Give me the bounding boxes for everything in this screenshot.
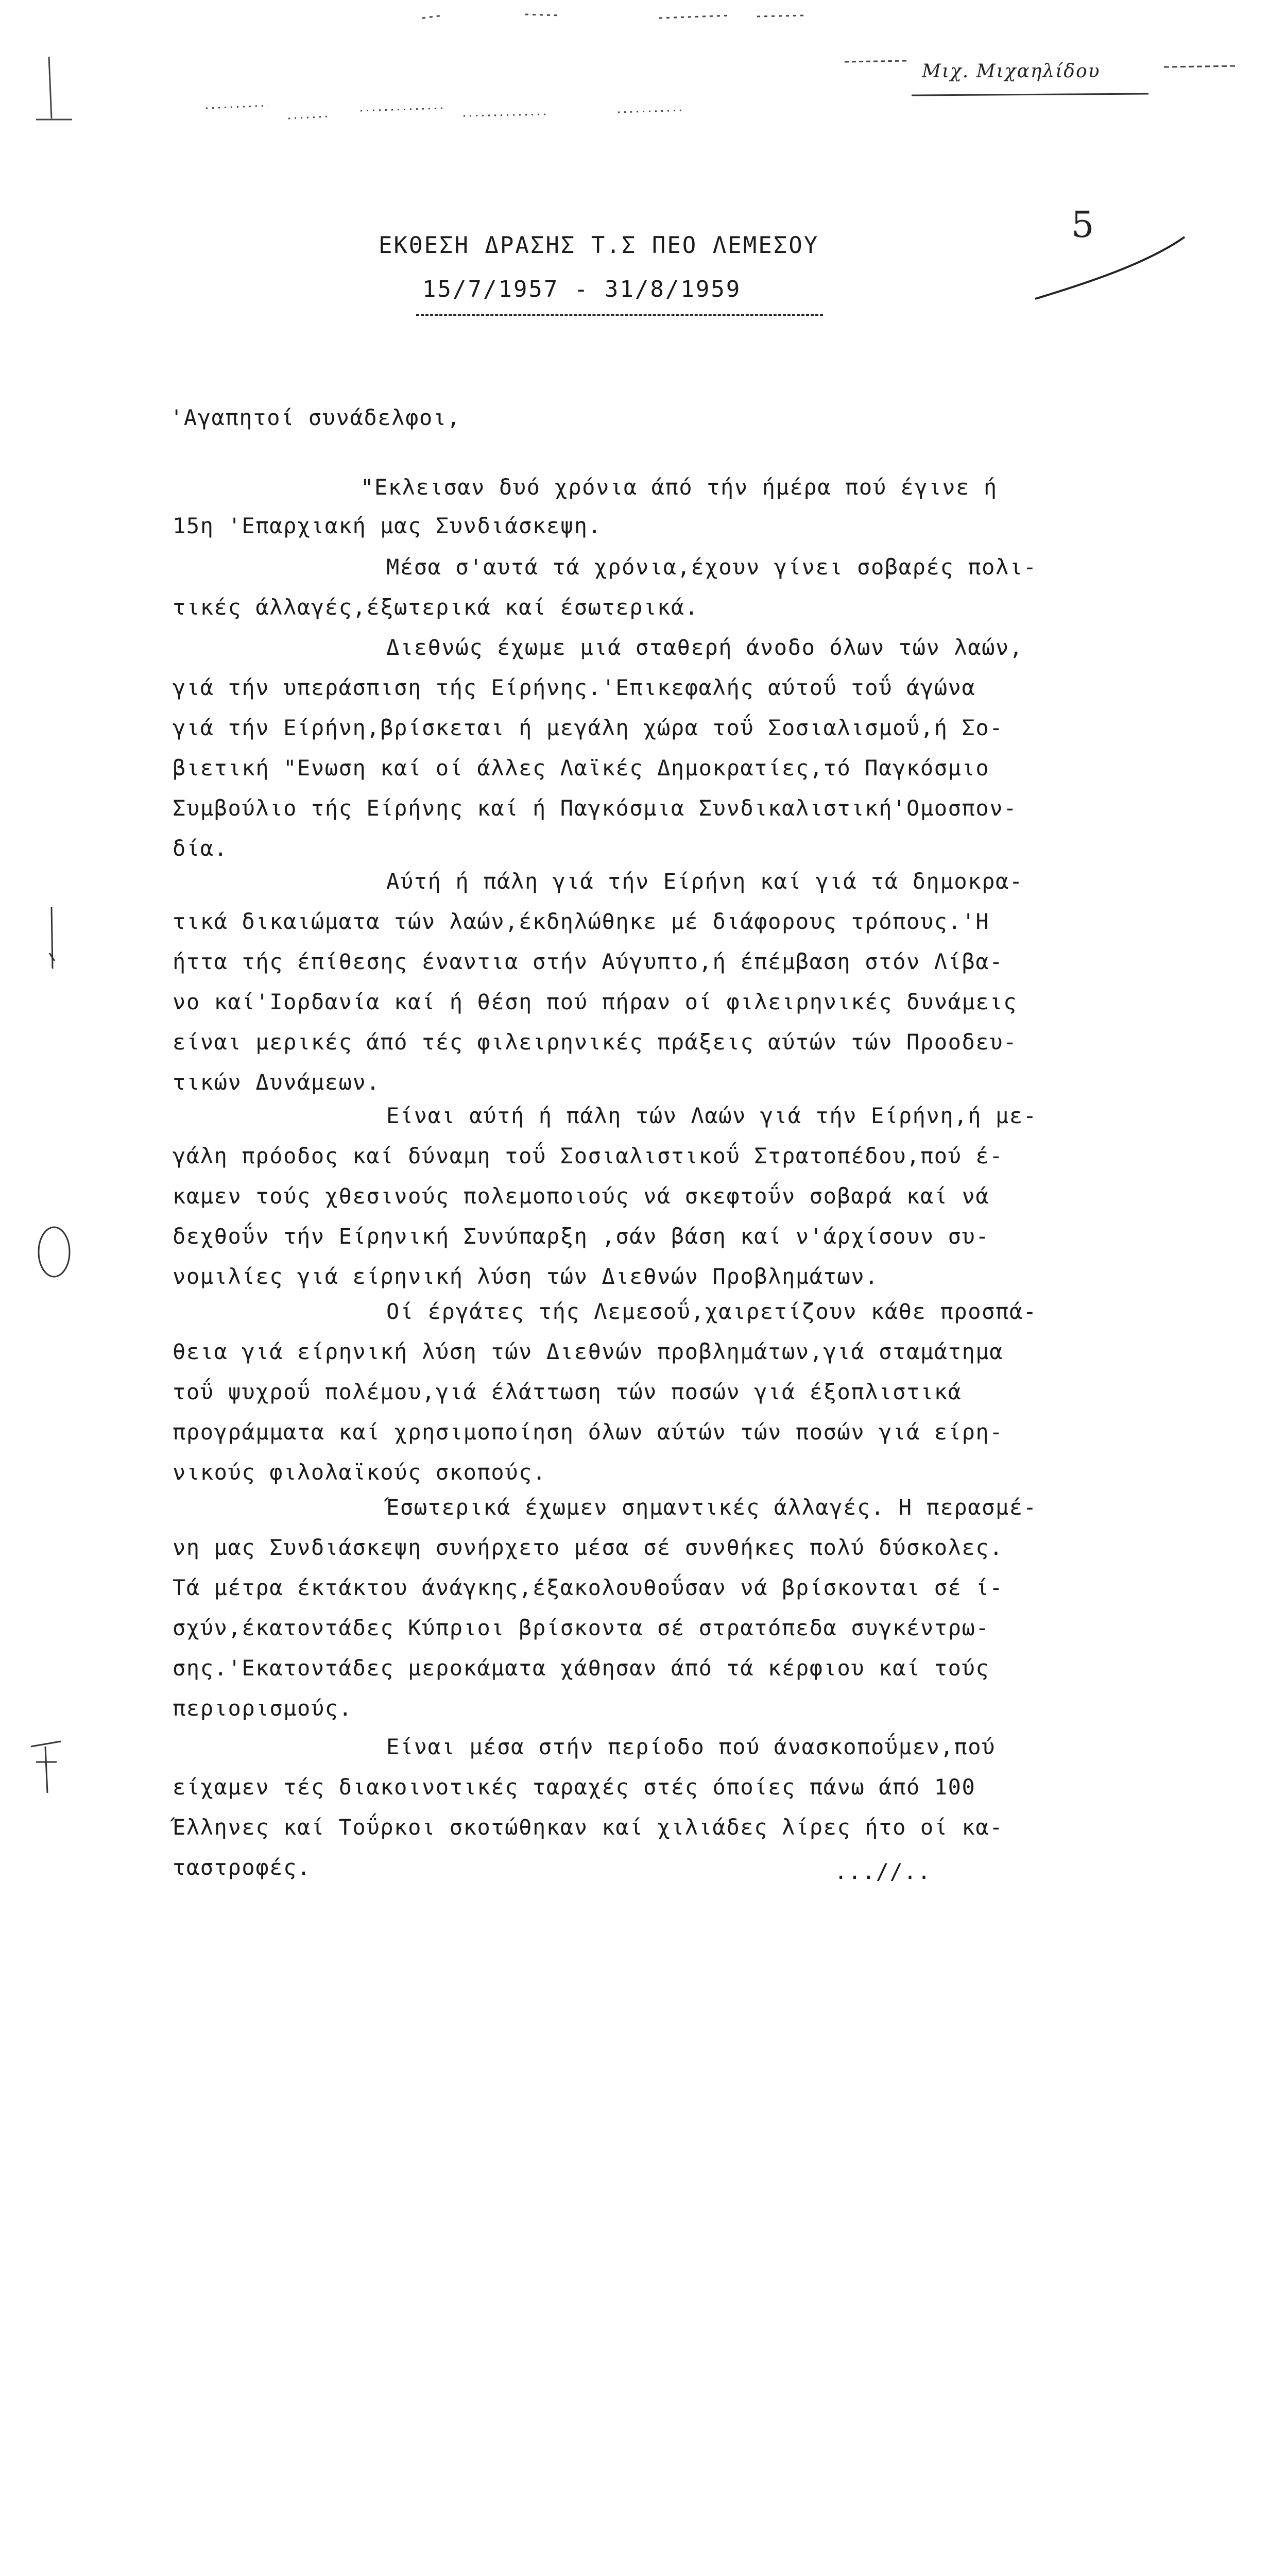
body-line: Διεθνώς έχωμε μιά σταθερή άνοδο όλων τών λαών, <box>386 635 1023 660</box>
page-number: 5 <box>1071 204 1095 246</box>
body-line: περιορισμούς. <box>173 1696 353 1721</box>
body-line: νη μας Συνδιάσκεψη συνήρχετο μέσα σέ συνθήκες πολύ δύσκολες. <box>173 1535 1004 1560</box>
body-line: θεια γιά είρηνική λύση τών Διεθνών προβλημάτων,γιά σταμάτημα <box>173 1339 1004 1364</box>
handwritten-name-underline <box>906 88 1164 103</box>
body-line: σχύν,έκατοντάδες Κύπριοι βρίσκοντα σέ στρατόπεδα συγκέντρω- <box>173 1615 990 1640</box>
body-line: νομιλίες γιά είρηνική λύση τών Διεθνών Προβλημάτων. <box>173 1264 879 1289</box>
body-line: Οί έργάτες τής Λεμεσοΰ,χαιρετίζουν κάθε προσπά- <box>386 1299 1037 1324</box>
body-line: "Εκλεισαν δυό χρόνια άπό τήν ήμέρα πού έγινε ή <box>361 474 998 500</box>
body-line: είχαμεν τές διακοινοτικές ταραχές στές όποίες πάνω άπό 100 <box>173 1774 976 1800</box>
body-line: τικά δικαιώματα τών λαών,έκδηλώθηκε μέ διάφορους τρόπους.'Η <box>173 909 990 934</box>
continuation-mark: ...//.. <box>834 1859 932 1884</box>
body-line: Έσωτερικά έχωμεν σημαντικές άλλαγές. Η περασμέ- <box>386 1495 1037 1520</box>
body-line: δεχθοΰν τήν Είρηνική Συνύπαρξη ,σάν βάση καί ν'άρχίσουν συ- <box>173 1224 990 1249</box>
body-line: γιά τήν Είρήνη,βρίσκεται ή μεγάλη χώρα τοΰ Σοσιαλισμοΰ,ή Σο- <box>173 715 1004 740</box>
body-line: σης.'Εκατοντάδες μεροκάματα χάθησαν άπό τά κέρφιου καί τούς <box>173 1655 990 1681</box>
document-title: ΕΚΘΕΣΗ ΔΡΑΣΗΣ Τ.Σ ΠΕΟ ΛΕΜΕΣΟΥ <box>379 232 819 259</box>
body-line: γιά τήν υπεράσπιση τής Είρήνης.'Επικεφαλής αύτοΰ τοΰ άγώνα <box>173 675 976 700</box>
body-line: Έλληνες καί Τοΰρκοι σκοτώθηκαν καί χιλιάδες λίρες ήτο οί κα- <box>173 1815 1004 1840</box>
body-line: Τά μέτρα έκτάκτου άνάγκης,έξακολουθοΰσαν νά βρίσκονται σέ ί- <box>173 1575 1004 1600</box>
body-line: νο καί'Ιορδανία καί ή θέση πού πήραν οί φιλειρηνικές δυνάμεις <box>173 989 1018 1014</box>
body-line: τικών Δυνάμεων. <box>173 1070 381 1095</box>
body-line: δία. <box>173 836 228 861</box>
body-line: τοΰ ψυχροΰ πολέμου,γιά έλάττωση τών ποσών γιά έξοπλιστικά <box>173 1379 962 1404</box>
page-number-stroke <box>1025 222 1231 325</box>
handwritten-name: Μιχ. Μιχαηλίδου <box>922 61 1101 82</box>
body-line: προγράμματα καί χρησιμοποίηση όλων αύτών τών ποσών γιά είρη- <box>173 1419 1004 1445</box>
body-line: Συμβούλιο τής Είρήνης καί ή Παγκόσμια Συνδικαλιστική'Ομοσπον- <box>173 795 1018 821</box>
body-line: 15η 'Επαρχιακή μας Συνδιάσκεψη. <box>173 513 602 538</box>
body-line: καμεν τούς χθεσινούς πολεμοποιούς νά σκεφτοΰν σοβαρά καί νά <box>173 1183 990 1209</box>
body-line: Είναι αύτή ή πάλη τών Λαών γιά τήν Είρήνη,ή με- <box>386 1103 1037 1128</box>
greeting: 'Αγαπητοί συνάδελφοι, <box>170 405 461 430</box>
body-line: Μέσα σ'αυτά τά χρόνια,έχουν γίνει σοβαρές πολι- <box>386 554 1037 580</box>
document-period: 15/7/1957 - 31/8/1959 <box>422 276 742 302</box>
body-line: γάλη πρόοδος καί δύναμη τοΰ Σοσιαλιστικοΰ Στρατοπέδου,πού έ- <box>173 1143 1004 1168</box>
body-line: ταστροφές. <box>173 1855 311 1880</box>
body-line: Αύτή ή πάλη γιά τήν Είρήνη καί γιά τά δημοκρα- <box>386 869 1023 894</box>
body-line: είναι μερικές άπό τές φιλειρηνικές πράξεις αύτών τών Προοδευ- <box>173 1029 1018 1055</box>
body-line: ήττα τής έπίθεσης έναντια στήν Αύγυπτο,ή έπέμβαση στόν Λίβα- <box>173 949 1004 974</box>
body-line: Είναι μέσα στήν περίοδο πού άνασκοποΰμεν,πού <box>386 1734 996 1759</box>
body-line: νικούς φιλολαϊκούς σκοπούς. <box>173 1460 546 1485</box>
body-line: τικές άλλαγές,έξωτερικά καί έσωτερικά. <box>173 595 699 620</box>
binder-marks-left <box>0 876 82 2576</box>
body-line: βιετική "Ενωση καί οί άλλες Λαϊκές Δημοκρατίες,τό Παγκόσμιο <box>173 755 990 781</box>
title-underline <box>416 314 823 316</box>
